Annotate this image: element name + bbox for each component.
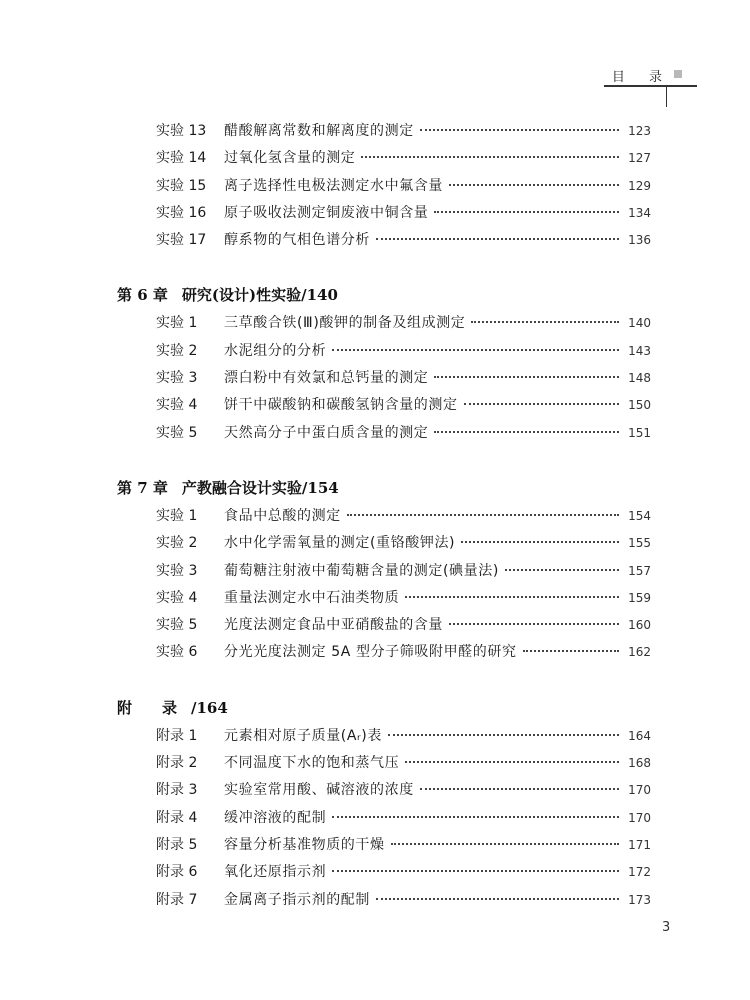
entry-label: 实验 14 (156, 150, 207, 167)
entry-page: 170 (628, 810, 651, 825)
toc-entry[interactable] (0, 420, 651, 447)
entry-title: 过氧化氢含量的测定 (224, 150, 356, 167)
entry-page: 159 (628, 590, 651, 605)
entry-page: 129 (628, 178, 651, 193)
chapter-heading[interactable] (0, 473, 750, 503)
entry-label: 实验 1 (156, 507, 198, 524)
entry-label: 附录 4 (156, 809, 198, 826)
entry-label: 实验 2 (156, 535, 198, 552)
toc-entry[interactable] (0, 887, 651, 914)
toc-entry[interactable] (0, 310, 651, 337)
chapter-page: /164 (191, 698, 228, 717)
table-of-contents (0, 118, 750, 914)
entry-label: 实验 5 (156, 617, 198, 634)
entry-page: 164 (628, 728, 651, 743)
entry-title: 天然高分子中蛋白质含量的测定 (224, 424, 429, 441)
entry-label: 实验 13 (156, 123, 207, 139)
toc-entry[interactable] (0, 503, 651, 530)
entry-label: 附录 2 (156, 755, 198, 772)
entry-page: 172 (628, 865, 651, 880)
entry-page: 171 (628, 837, 651, 852)
entry-title: 醇系物的气相色谱分析 (224, 232, 370, 249)
dot-leader (420, 788, 619, 790)
dot-leader (505, 569, 619, 571)
header-rule (604, 85, 697, 87)
toc-entry[interactable] (0, 612, 651, 639)
toc-entry[interactable] (0, 805, 651, 832)
entry-label: 实验 2 (156, 342, 198, 359)
entry-page: 148 (628, 371, 651, 386)
toc-entry[interactable] (0, 777, 651, 804)
dot-leader (347, 514, 619, 516)
entry-label: 实验 6 (156, 644, 198, 661)
entry-title: 元素相对原子质量(Aᵣ)表 (224, 727, 382, 744)
dot-leader (464, 403, 619, 405)
toc-appendix (0, 693, 750, 914)
entry-label: 实验 3 (156, 562, 198, 579)
entry-label: 附录 6 (156, 864, 198, 881)
page-number: 3 (662, 920, 671, 935)
dot-leader (376, 898, 619, 900)
entry-page: 154 (628, 508, 651, 523)
entry-label: 实验 4 (156, 589, 198, 606)
entry-label: 实验 1 (156, 315, 198, 332)
entry-title: 三草酸合铁(Ⅲ)酸钾的制备及组成测定 (224, 315, 466, 332)
entry-title: 缓冲溶液的配制 (224, 809, 327, 826)
entry-page: 136 (628, 233, 651, 248)
toc-entry[interactable] (0, 859, 651, 886)
dot-leader (461, 541, 619, 543)
toc-entry[interactable] (0, 227, 651, 254)
entry-title: 醋酸解离常数和解离度的测定 (224, 123, 414, 139)
chapter-title: 产教融合设计实验 (181, 478, 302, 497)
entry-page: 173 (628, 892, 651, 907)
entry-label: 实验 17 (156, 232, 207, 249)
entry-title: 不同温度下水的饱和蒸气压 (224, 755, 400, 772)
chapter-page: /154 (301, 478, 339, 497)
entry-title: 重量法测定水中石油类物质 (224, 589, 400, 606)
entry-label: 附录 1 (156, 727, 198, 744)
entry-title: 食品中总酸的测定 (224, 507, 341, 524)
entry-label: 实验 3 (156, 370, 198, 387)
entry-page: 150 (628, 398, 651, 413)
running-header (610, 66, 690, 85)
toc-entry[interactable] (0, 585, 651, 612)
toc-entry[interactable] (0, 639, 651, 666)
toc-continued-section (0, 118, 750, 254)
entry-label: 附录 3 (156, 782, 198, 799)
chapter-title: 研究(设计)性实验 (181, 286, 302, 305)
entry-page: 140 (628, 316, 651, 331)
entry-title: 氧化还原指示剂 (224, 864, 327, 881)
dot-leader (523, 650, 619, 652)
dot-leader (388, 734, 619, 736)
dot-leader (332, 870, 619, 872)
toc-entry[interactable] (0, 530, 651, 557)
dot-leader (391, 843, 619, 845)
dot-leader (449, 623, 619, 625)
toc-entry[interactable] (0, 365, 651, 392)
dot-leader (405, 596, 619, 598)
entry-title: 金属离子指示剂的配制 (224, 891, 370, 908)
entry-page: 151 (628, 425, 651, 440)
header-rule-tick (666, 85, 667, 107)
running-header-title: 目 录 (611, 70, 672, 85)
entry-title: 水泥组分的分析 (224, 342, 327, 359)
dot-leader (332, 816, 619, 818)
toc-entry[interactable] (0, 750, 651, 777)
entry-title: 漂白粉中有效氯和总钙量的测定 (224, 370, 429, 387)
entry-page: 127 (628, 151, 651, 166)
entry-page: 123 (628, 124, 651, 138)
entry-label: 实验 15 (156, 177, 207, 194)
entry-page: 168 (628, 756, 651, 771)
dot-leader (361, 156, 619, 158)
toc-entry[interactable] (0, 392, 651, 419)
chapter-number: 附 录 (117, 698, 178, 717)
toc-entry[interactable] (0, 118, 651, 145)
chapter-number: 第 7 章 (117, 478, 168, 497)
toc-entry[interactable] (0, 558, 651, 585)
toc-entry[interactable] (0, 200, 651, 227)
entry-title: 水中化学需氧量的测定(重铬酸钾法) (224, 535, 456, 552)
entry-title: 饼干中碳酸钠和碳酸氢钠含量的测定 (224, 397, 458, 414)
entry-page: 160 (628, 618, 651, 633)
entry-title: 容量分析基准物质的干燥 (224, 836, 385, 853)
toc-entry[interactable] (0, 338, 651, 365)
entry-label: 实验 16 (156, 204, 207, 221)
entry-page: 162 (628, 645, 651, 660)
chapter-heading[interactable] (0, 693, 750, 723)
chapter-heading[interactable] (0, 280, 750, 310)
dot-leader (376, 238, 619, 240)
dot-leader (332, 349, 619, 351)
dot-leader (434, 376, 619, 378)
entry-label: 附录 7 (156, 891, 198, 908)
entry-page: 155 (628, 536, 651, 551)
entry-title: 实验室常用酸、碱溶液的浓度 (224, 782, 414, 799)
entry-label: 实验 4 (156, 397, 198, 414)
entry-page: 134 (628, 205, 651, 220)
entry-title: 离子选择性电极法测定水中氟含量 (224, 177, 443, 194)
chapter-page: /140 (301, 286, 338, 305)
chapter-number: 第 6 章 (117, 286, 168, 305)
entry-page: 143 (628, 343, 651, 358)
entry-label: 实验 5 (156, 424, 198, 441)
toc-entry[interactable] (0, 832, 651, 859)
dot-leader (434, 211, 619, 213)
toc-entry[interactable] (0, 723, 651, 750)
entry-page: 157 (628, 563, 651, 578)
dot-leader (420, 129, 619, 131)
toc-entry[interactable] (0, 173, 651, 200)
entry-page: 170 (628, 783, 651, 798)
header-square-mark (674, 70, 682, 78)
entry-title: 光度法测定食品中亚硝酸盐的含量 (224, 617, 443, 634)
dot-leader (405, 761, 619, 763)
toc-chapter-7 (0, 473, 750, 667)
entry-title: 葡萄糖注射液中葡萄糖含量的测定(碘量法) (224, 562, 499, 579)
dot-leader (449, 184, 619, 186)
toc-entry[interactable] (0, 145, 651, 172)
dot-leader (471, 321, 619, 323)
entry-label: 附录 5 (156, 836, 198, 853)
toc-chapter-6 (0, 280, 750, 446)
dot-leader (434, 431, 619, 433)
entry-title: 分光光度法测定 5A 型分子筛吸附甲醛的研究 (224, 644, 517, 661)
entry-title: 原子吸收法测定铜废液中铜含量 (224, 204, 429, 221)
